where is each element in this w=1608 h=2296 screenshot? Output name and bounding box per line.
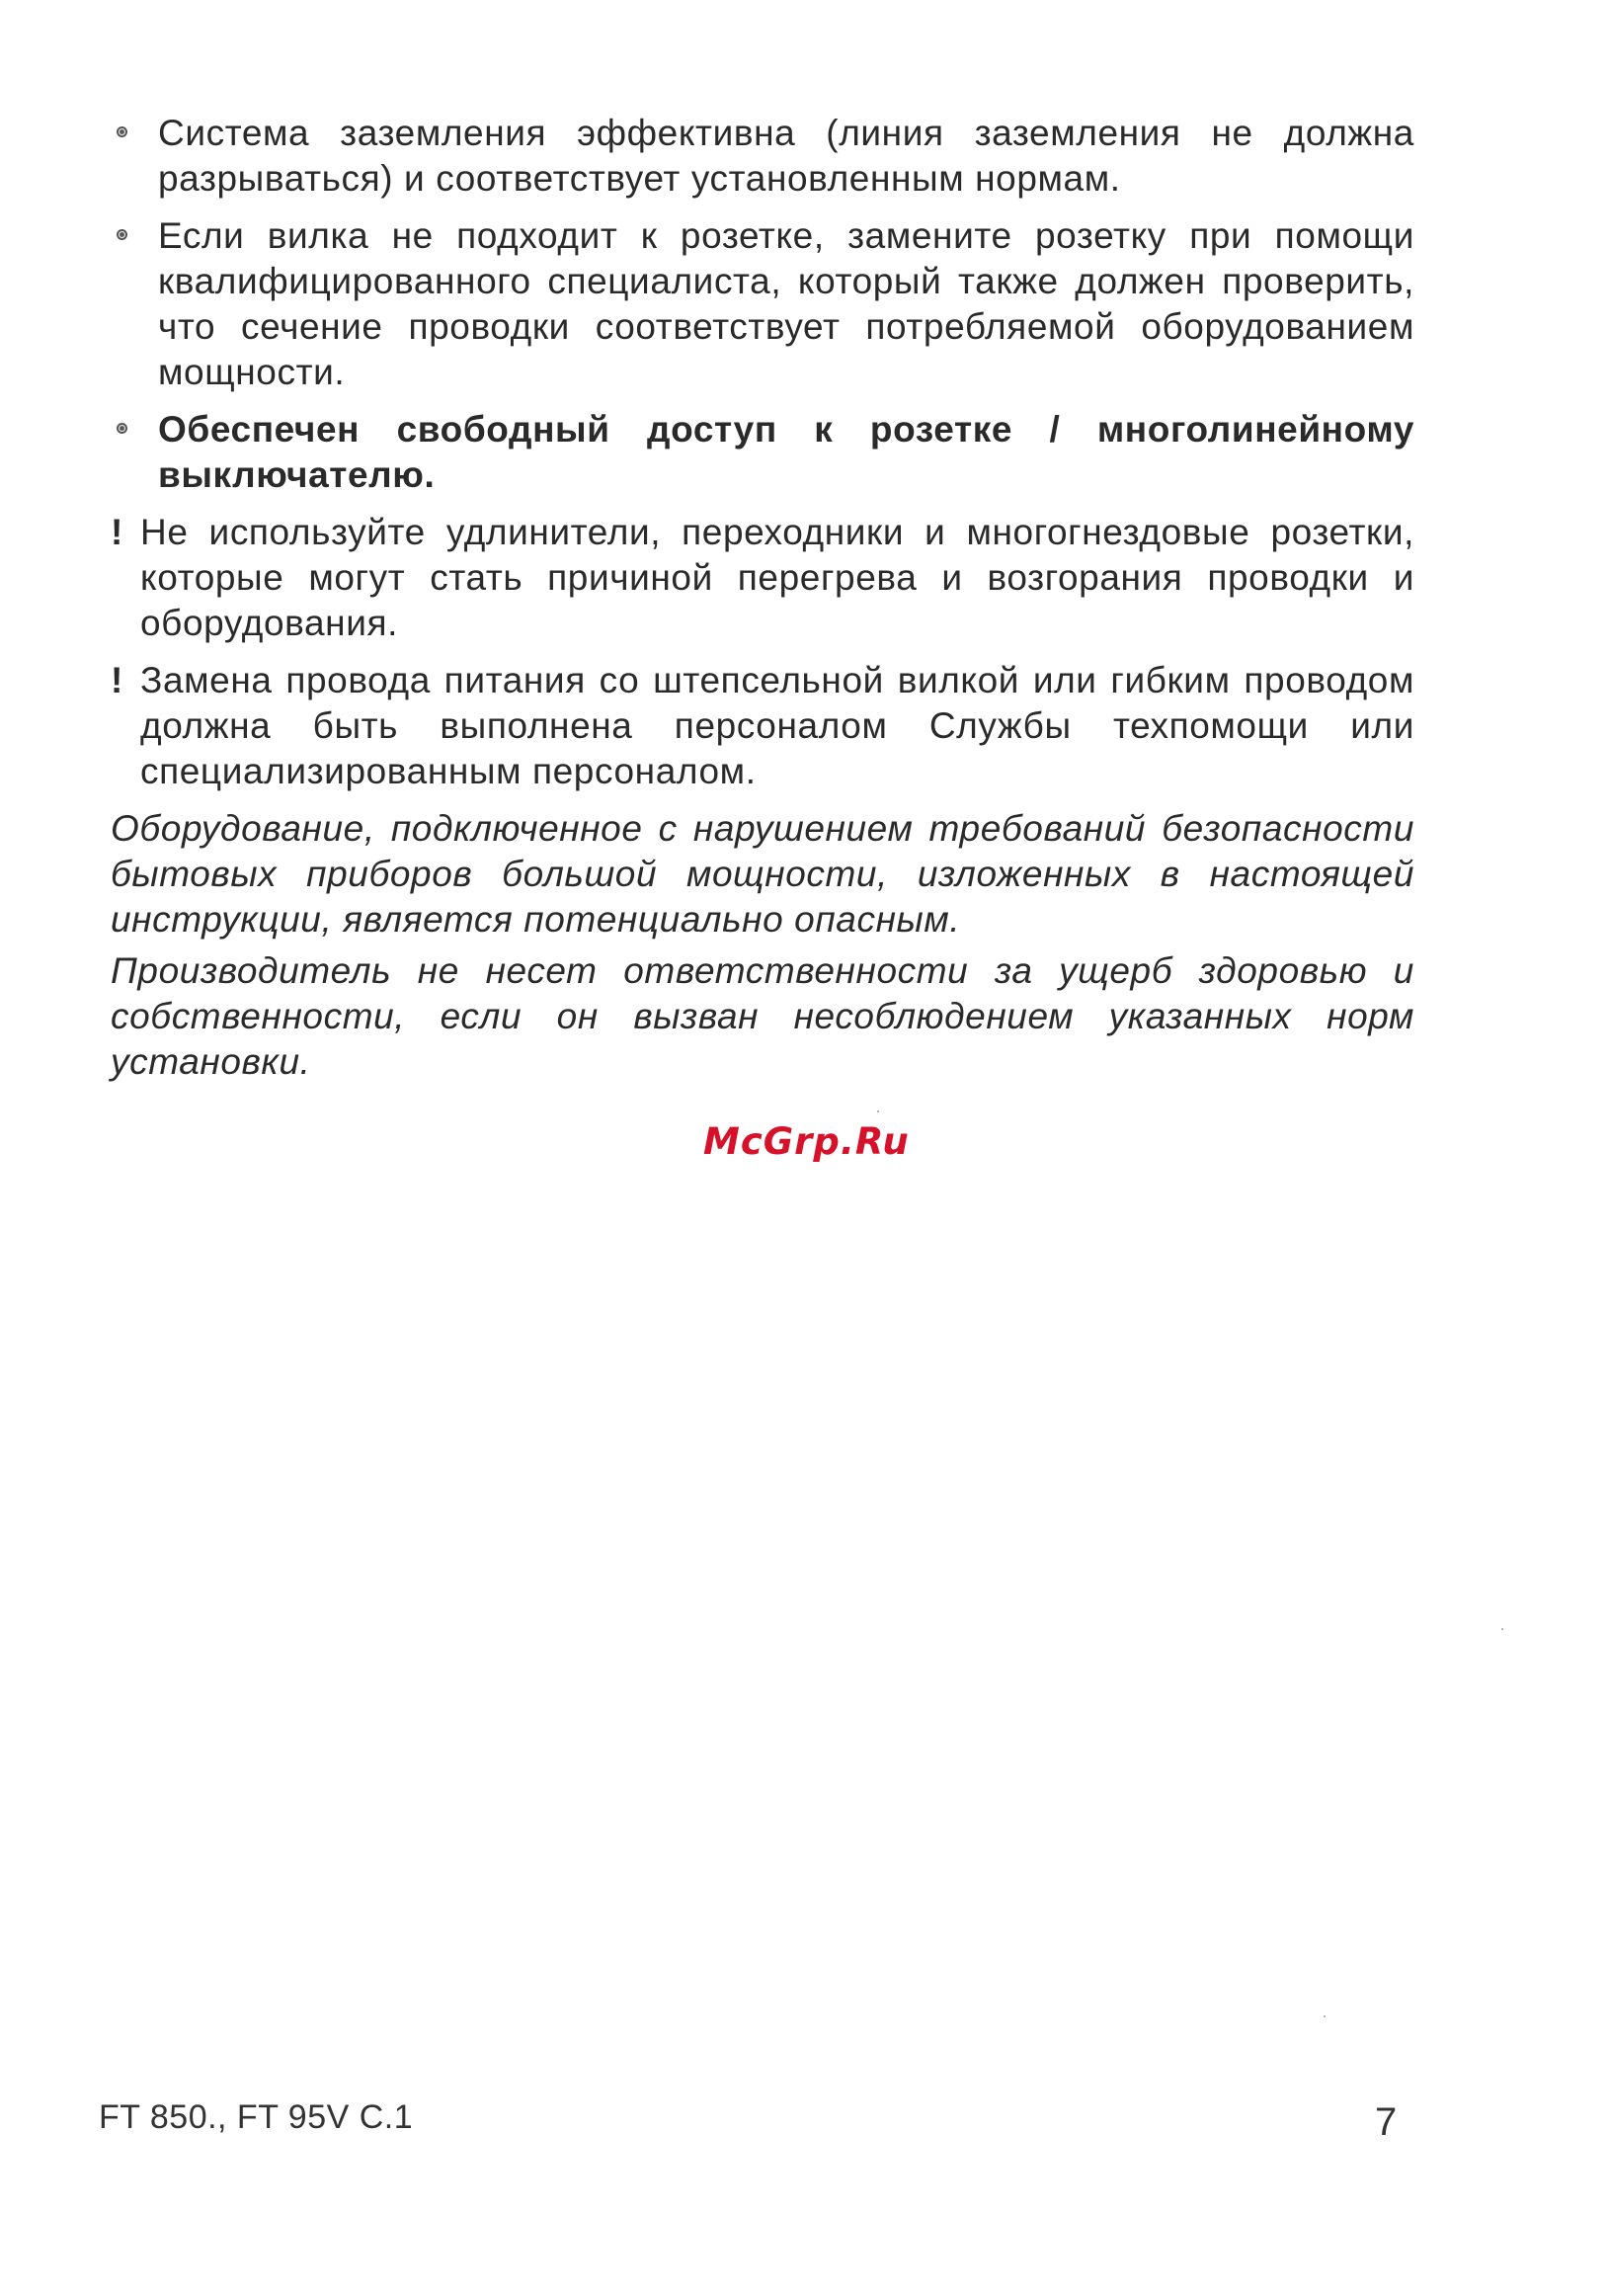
scan-speck	[1324, 2015, 1326, 2017]
warning-text: Не используйте удлинители, переходники и многогнездовые розетки, которые могут стать причиной перегрева и возгорания проводки и оборудования.	[140, 512, 1414, 643]
watermark-link[interactable]: McGrp.Ru	[703, 1120, 910, 1163]
page-number: 7	[1375, 2100, 1398, 2144]
bullet-grounding	[111, 111, 1414, 202]
bullet-free-access	[111, 407, 1414, 498]
bullet-text: Обеспечен свободный доступ к розетке / многолинейному выключателю.	[158, 409, 1414, 495]
scan-speck	[877, 1110, 879, 1112]
bullet-icon	[117, 229, 127, 240]
bullet-text: Если вилка не подходит к розетке, замените розетку при помощи квалифицированного специалиста, который также должен проверить, что сечение проводки соответствует потребляемой оборудованием мощности.	[158, 215, 1414, 392]
scan-speck	[1501, 1628, 1503, 1630]
note-potentially-dangerous: Оборудование, подключенное с нарушением требований безопасности бытовых приборов большой мощности, изложенных в настоящей инструкции, является потенциально опасным.	[111, 808, 1414, 940]
bullet-icon	[117, 126, 127, 137]
footer-model: FT 850., FT 95V C.1	[99, 2098, 414, 2136]
bullet-icon	[117, 423, 127, 434]
warning-extension-cords	[111, 510, 1414, 646]
warning-text: Замена провода питания со штепсельной вилкой или гибким проводом должна быть выполнена персоналом Службы техпомощи или специализированным персоналом.	[140, 660, 1414, 791]
warning-cable-replacement	[111, 658, 1414, 794]
exclamation-icon: !	[111, 512, 123, 552]
exclamation-icon: !	[111, 660, 123, 700]
note-manufacturer-liability: Производитель не несет ответственности за ущерб здоровью и собственности, если он вызван несоблюдением указанных норм установки.	[111, 950, 1414, 1082]
page-content	[111, 111, 1414, 1091]
bullet-plug-socket	[111, 213, 1414, 395]
bullet-text: Система заземления эффективна (линия заземления не должна разрываться) и соответствует установленным нормам.	[158, 113, 1414, 199]
